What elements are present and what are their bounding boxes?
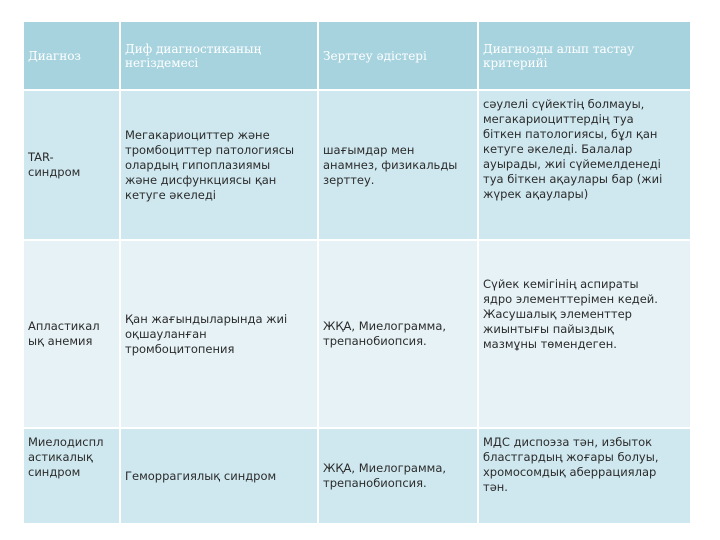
cell-criteria: Сүйек кемігінің аспираты ядро элементтерімен кедей. Жасушалық элементтер жиынтығы пайыздық мазмұны төмендеген. [479,241,690,429]
differential-diagnosis-table [24,22,690,525]
cell-criteria: сәулелі сүйектің болмауы, мегакариоциттердің туа біткен патологиясы, бұл қан кетуге әкеледі. Балалар ауырады, жиі сүйемелденеді туа біткен ақаулары бар (жиі жүрек ақаулары) [479,91,690,241]
cell-methods: ЖҚА, Миелограмма, трепанобиопсия. [319,429,479,525]
header-basis: Диф диагностиканың негіздемесі [121,22,319,91]
table-row [24,429,690,525]
cell-diagnosis: Миелодиспл астикалық синдром [24,429,121,525]
cell-basis: Мегакариоциттер және тромбоциттер патологиясы олардың гипоплазиямы және дисфункциясы қан кетуге әкеледі [121,91,319,241]
cell-diagnosis: TAR- синдром [24,91,121,241]
header-diagnosis: Диагноз [24,22,121,91]
header-methods: Зерттеу әдістері [319,22,479,91]
header-criteria: Диагнозды алып тастау критерийі [479,22,690,91]
cell-basis: Қан жағындыларында жиі оқшауланған тромбоцитопения [121,241,319,429]
cell-methods: шағымдар мен анамнез, физикальды зерттеу. [319,91,479,241]
table-row [24,91,690,241]
cell-methods: ЖҚА, Миелограмма, трепанобиопсия. [319,241,479,429]
table-header-row [24,22,690,91]
cell-diagnosis: Апластикал ық анемия [24,241,121,429]
cell-criteria: МДС диспоэза тән, избыток бластгардың жоғары болуы, хромосомдық аберрациялар тән. [479,429,690,525]
cell-basis: Геморрагиялық синдром [121,429,319,525]
table-row [24,241,690,429]
